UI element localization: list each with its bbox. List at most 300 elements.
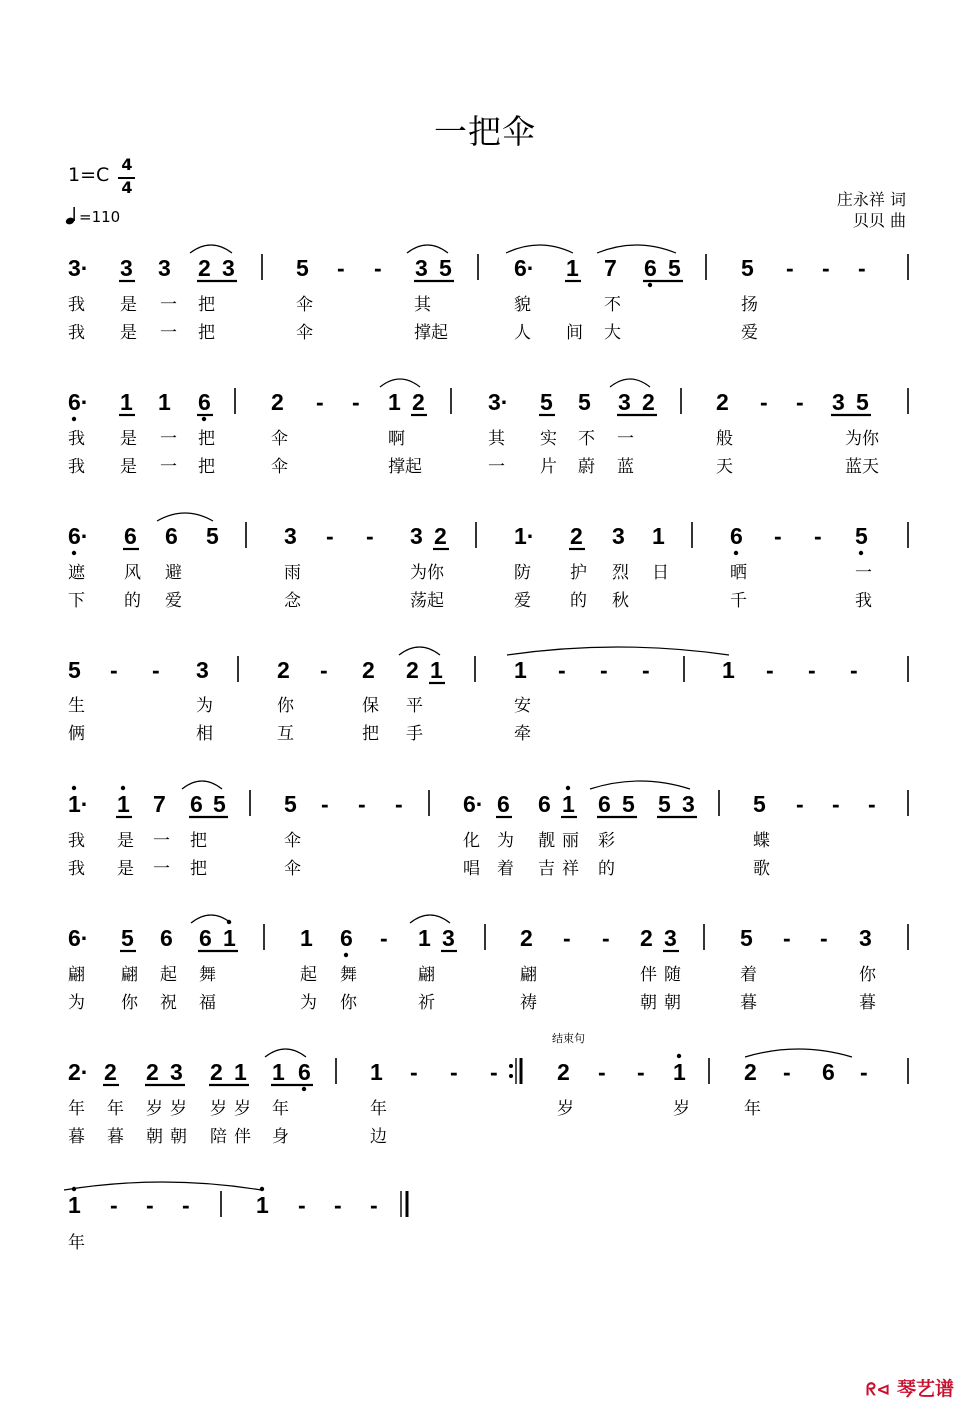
lyric-syllable: 千: [730, 591, 747, 611]
lyric-syllable: 牵: [514, 724, 531, 744]
lyric-syllable: 你: [859, 965, 876, 985]
note: 1: [234, 1059, 247, 1085]
lyric-syllable: 起: [160, 965, 177, 985]
lyric-syllable: 荡起: [410, 591, 444, 611]
note: 3·: [488, 389, 509, 415]
lyric-syllable: 边: [370, 1127, 387, 1147]
lyric-syllable: 不: [604, 295, 621, 315]
lyric-syllable: 祷: [520, 993, 537, 1013]
note: 1: [223, 925, 236, 951]
lyric-syllable: 避: [165, 563, 182, 583]
dash-note: -: [860, 1059, 868, 1085]
note: 3: [682, 791, 695, 817]
slur: [182, 781, 222, 789]
lyric-syllable: 岁: [146, 1099, 163, 1119]
dash-note: -: [602, 925, 610, 951]
note: 6·: [68, 523, 89, 549]
repeat-dot: [509, 1074, 513, 1078]
note: 2: [642, 389, 655, 415]
lyric-syllable: 年: [272, 1099, 289, 1119]
lyric-syllable: 你: [277, 696, 294, 716]
note: 5: [622, 791, 635, 817]
slur: [380, 379, 420, 387]
note: 2: [716, 389, 729, 415]
lyric-syllable: 你: [121, 993, 138, 1013]
lyric-syllable: 生: [68, 696, 85, 716]
dash-note: -: [558, 657, 566, 683]
note: 3: [158, 255, 171, 281]
dash-note: -: [814, 523, 822, 549]
lyric-syllable: 手: [406, 724, 423, 744]
lyric-syllable: 化: [463, 831, 480, 851]
dash-note: -: [766, 657, 774, 683]
note: 6: [199, 925, 212, 951]
lyric-syllable: 一: [160, 429, 177, 449]
note: 5: [741, 255, 754, 281]
page-title: 一把伞: [434, 112, 536, 151]
dash-note: -: [182, 1192, 190, 1218]
note: 2: [744, 1059, 757, 1085]
dash-note: -: [563, 925, 571, 951]
lyric-syllable: 把: [198, 323, 215, 343]
lyric-syllable: 暮: [740, 993, 757, 1013]
dash-note: -: [450, 1059, 458, 1085]
lyric-syllable: 祥: [562, 859, 579, 879]
lyric-syllable: 伴: [640, 965, 657, 985]
dash-note: -: [796, 389, 804, 415]
note: 2: [104, 1059, 117, 1085]
lyric-syllable: 日: [652, 563, 669, 583]
lyric-syllable: 年: [744, 1099, 761, 1119]
low-octave-dot: [859, 551, 863, 555]
lyric-syllable: 把: [198, 429, 215, 449]
site-watermark: [866, 1374, 954, 1401]
lyric-syllable: 我: [855, 591, 872, 611]
lyric-syllable: 为: [497, 831, 514, 851]
note: 5: [540, 389, 553, 415]
low-octave-dot: [344, 953, 348, 957]
tempo-value: =110: [79, 208, 121, 226]
dash-note: -: [334, 1192, 342, 1218]
dash-note: -: [370, 1192, 378, 1218]
high-octave-dot: [566, 786, 570, 790]
note: 6: [198, 389, 211, 415]
lyric-syllable: 暮: [68, 1127, 85, 1147]
lyric-syllable: 人: [514, 323, 531, 343]
lyric-syllable: 朝: [146, 1127, 163, 1147]
note: 5: [439, 255, 452, 281]
lyric-syllable: 伞: [296, 295, 313, 315]
note: 5: [296, 255, 309, 281]
note: 6: [822, 1059, 835, 1085]
lyric-syllable: 其: [488, 429, 505, 449]
note: 3: [284, 523, 297, 549]
slur: [506, 245, 573, 253]
lyric-syllable: 翩: [121, 965, 138, 985]
note: 5: [740, 925, 753, 951]
low-octave-dot: [302, 1087, 306, 1091]
lyric-syllable: 我: [68, 457, 85, 477]
dash-note: -: [783, 1059, 791, 1085]
lyric-syllable: 撑起: [388, 457, 422, 477]
lyric-syllable: 暮: [107, 1127, 124, 1147]
note: 6·: [463, 791, 484, 817]
slur: [597, 245, 676, 253]
note: 5: [856, 389, 869, 415]
dash-note: -: [490, 1059, 498, 1085]
dash-note: -: [320, 657, 328, 683]
dash-note: -: [380, 925, 388, 951]
note: 1: [430, 657, 443, 683]
note: 2: [406, 657, 419, 683]
note: 3: [120, 255, 133, 281]
low-octave-dot: [734, 551, 738, 555]
dash-note: -: [358, 791, 366, 817]
note: 1: [272, 1059, 285, 1085]
lyric-syllable: 蔚: [578, 457, 595, 477]
lyric-syllable: 把: [198, 295, 215, 315]
repeat-dot: [509, 1064, 513, 1068]
dash-note: -: [637, 1059, 645, 1085]
lyric-syllable: 为: [300, 993, 317, 1013]
dash-note: -: [868, 791, 876, 817]
slur: [157, 513, 213, 521]
note: 1: [418, 925, 431, 951]
lyric-syllable: 一: [855, 563, 872, 583]
key-signature: 1=C: [68, 164, 110, 186]
slur: [399, 647, 440, 655]
lyric-syllable: 大: [604, 323, 621, 343]
lyric-syllable: 天: [716, 457, 733, 477]
high-octave-dot: [121, 786, 125, 790]
note: 6: [190, 791, 203, 817]
lyric-syllable: 间: [566, 323, 583, 343]
lyric-syllable: 为: [68, 993, 85, 1013]
note: 6: [165, 523, 178, 549]
lyric-syllable: 祝: [160, 993, 177, 1013]
note: 1: [370, 1059, 383, 1085]
lyric-syllable: 翩: [520, 965, 537, 985]
slur: [265, 1049, 306, 1057]
dash-note: -: [410, 1059, 418, 1085]
dash-note: -: [374, 255, 382, 281]
lyric-syllable: 秋: [612, 591, 629, 611]
lyric-syllable: 伞: [271, 429, 288, 449]
dash-note: -: [774, 523, 782, 549]
dash-note: -: [598, 1059, 606, 1085]
lyric-syllable: 岁: [210, 1099, 227, 1119]
lyric-syllable: 陪: [210, 1127, 227, 1147]
note: 5: [121, 925, 134, 951]
note: 3: [859, 925, 872, 951]
note: 3: [832, 389, 845, 415]
lyric-syllable: 是: [120, 295, 137, 315]
note: 3: [170, 1059, 183, 1085]
lyric-syllable: 我: [68, 323, 85, 343]
note: 1: [722, 657, 735, 683]
lyric-syllable: 把: [190, 831, 207, 851]
lyric-syllable: 唱: [463, 859, 480, 879]
lyric-syllable: 实: [540, 429, 557, 449]
dash-note: -: [366, 523, 374, 549]
lyric-syllable: 翩: [418, 965, 435, 985]
lyric-syllable: 伞: [284, 859, 301, 879]
note: 5: [753, 791, 766, 817]
dash-note: -: [321, 791, 329, 817]
note: 1: [117, 791, 130, 817]
low-octave-dot: [72, 417, 76, 421]
lyric-syllable: 年: [68, 1233, 85, 1253]
note: 3·: [68, 255, 89, 281]
lyric-syllable: 为: [196, 696, 213, 716]
lyric-syllable: 为你: [845, 429, 879, 449]
dash-note: -: [832, 791, 840, 817]
note: 2: [271, 389, 284, 415]
lyric-syllable: 我: [68, 295, 85, 315]
note: 2: [557, 1059, 570, 1085]
slur: [410, 915, 450, 923]
note: 6: [340, 925, 353, 951]
note: 3: [410, 523, 423, 549]
lyric-syllable: 雨: [284, 563, 301, 583]
lyric-syllable: 舞: [199, 965, 216, 985]
lyric-syllable: 蓝天: [845, 457, 879, 477]
note: 6·: [68, 925, 89, 951]
note: 1: [652, 523, 665, 549]
lyric-syllable: 我: [68, 831, 85, 851]
note: 3: [618, 389, 631, 415]
dash-note: -: [820, 925, 828, 951]
lyric-syllable: 把: [362, 724, 379, 744]
slur: [745, 1049, 852, 1057]
lyric-syllable: 蓝: [617, 457, 634, 477]
lyric-syllable: 风: [124, 563, 141, 583]
dash-note: -: [850, 657, 858, 683]
note: 6: [538, 791, 551, 817]
lyric-syllable: 防: [514, 563, 531, 583]
dash-note: -: [796, 791, 804, 817]
low-octave-dot: [202, 417, 206, 421]
slur: [610, 379, 650, 387]
note: 1: [514, 657, 527, 683]
lyric-syllable: 是: [120, 323, 137, 343]
lyric-syllable: 祈: [418, 993, 435, 1013]
note: 7: [604, 255, 617, 281]
lyric-syllable: 彩: [598, 831, 615, 851]
note: 5: [68, 657, 81, 683]
lyric-syllable: 福: [199, 993, 216, 1013]
note: 5: [213, 791, 226, 817]
note: 2·: [68, 1059, 89, 1085]
slur: [191, 915, 231, 923]
lyric-syllable: 吉: [538, 859, 555, 879]
note: 1: [300, 925, 313, 951]
lyric-syllable: 把: [198, 457, 215, 477]
lyric-syllable: 爱: [741, 323, 758, 343]
note: 5: [206, 523, 219, 549]
lyric-syllable: 一: [160, 323, 177, 343]
lyric-syllable: 一: [160, 295, 177, 315]
lyric-syllable: 歌: [753, 859, 770, 879]
note: 2: [570, 523, 583, 549]
lyric-syllable: 你: [340, 993, 357, 1013]
lyric-syllable: 伞: [271, 457, 288, 477]
note: 6·: [514, 255, 535, 281]
lyric-syllable: 一: [153, 831, 170, 851]
low-octave-dot: [72, 551, 76, 555]
lyric-syllable: 靓: [538, 831, 555, 851]
lyric-syllable: 俩: [68, 724, 85, 744]
lyric-syllable: 安: [514, 696, 531, 716]
lyric-syllable: 一: [488, 457, 505, 477]
dash-note: -: [783, 925, 791, 951]
lyric-syllable: 为你: [410, 563, 444, 583]
dash-note: -: [352, 389, 360, 415]
dash-note: -: [786, 255, 794, 281]
lyric-syllable: 伴: [234, 1127, 251, 1147]
dash-note: -: [395, 791, 403, 817]
dash-note: -: [110, 657, 118, 683]
lyric-syllable: 的: [598, 859, 615, 879]
lyric-syllable: 爱: [165, 591, 182, 611]
note: 6: [298, 1059, 311, 1085]
lyric-syllable: 不: [578, 429, 595, 449]
lyric-syllable: 起: [300, 965, 317, 985]
slur: [590, 781, 690, 789]
note: 1: [158, 389, 171, 415]
lyric-syllable: 是: [117, 831, 134, 851]
logo-icon: ᖇ⊲: [866, 1380, 891, 1400]
note: 2: [412, 389, 425, 415]
lyric-syllable: 护: [570, 563, 587, 583]
lyric-syllable: 我: [68, 859, 85, 879]
note: 1: [68, 1192, 81, 1218]
dash-note: -: [152, 657, 160, 683]
note: 2: [362, 657, 375, 683]
lyric-syllable: 扬: [741, 295, 758, 315]
note: 3: [442, 925, 455, 951]
note: 6: [644, 255, 657, 281]
note: 7: [153, 791, 166, 817]
dash-note: -: [316, 389, 324, 415]
lyric-syllable: 岁: [234, 1099, 251, 1119]
lyric-syllable: 岁: [170, 1099, 187, 1119]
lyric-syllable: 是: [120, 457, 137, 477]
composer-credit: 贝贝 曲: [852, 211, 906, 230]
high-octave-dot: [677, 1054, 681, 1058]
note: 3: [222, 255, 235, 281]
watermark-text: 琴艺谱: [896, 1378, 954, 1400]
lyric-syllable: 身: [272, 1127, 289, 1147]
lyric-syllable: 舞: [340, 965, 357, 985]
lyric-syllable: 我: [68, 429, 85, 449]
time-signature-bottom: 4: [121, 178, 133, 197]
note: 1: [566, 255, 579, 281]
dash-note: -: [298, 1192, 306, 1218]
lyric-syllable: 其: [414, 295, 431, 315]
lyric-syllable: 丽: [562, 831, 579, 851]
lyric-syllable: 是: [120, 429, 137, 449]
lyric-syllable: 的: [124, 591, 141, 611]
lyric-syllable: 的: [570, 591, 587, 611]
lyric-syllable: 把: [190, 859, 207, 879]
slur: [407, 245, 448, 253]
note: 2: [640, 925, 653, 951]
lyric-syllable: 保: [362, 696, 379, 716]
lyric-syllable: 着: [740, 965, 757, 985]
lyric-syllable: 片: [540, 457, 557, 477]
note: 6: [124, 523, 137, 549]
note: 3: [612, 523, 625, 549]
slur: [64, 1182, 261, 1190]
note: 6: [730, 523, 743, 549]
slur: [190, 245, 232, 253]
note: 3: [415, 255, 428, 281]
lyric-syllable: 晒: [730, 563, 747, 583]
note: 2: [198, 255, 211, 281]
lyric-syllable: 岁: [557, 1099, 574, 1119]
note: 5: [284, 791, 297, 817]
high-octave-dot: [260, 1187, 264, 1191]
lyric-syllable: 年: [107, 1099, 124, 1119]
lyric-syllable: 随: [664, 965, 681, 985]
note: 2: [210, 1059, 223, 1085]
note: 5: [668, 255, 681, 281]
lyric-syllable: 伞: [296, 323, 313, 343]
lyric-syllable: 平: [406, 696, 423, 716]
lyric-syllable: 年: [68, 1099, 85, 1119]
note: 2: [520, 925, 533, 951]
dash-note: -: [858, 255, 866, 281]
dash-note: -: [642, 657, 650, 683]
note: 1: [388, 389, 401, 415]
note: 6·: [68, 389, 89, 415]
note: 1: [673, 1059, 686, 1085]
note: 1: [120, 389, 133, 415]
note: 1·: [68, 791, 89, 817]
lyric-syllable: 般: [716, 429, 733, 449]
slur: [507, 647, 729, 655]
lyric-syllable: 朝: [170, 1127, 187, 1147]
note: 2: [434, 523, 447, 549]
dash-note: -: [326, 523, 334, 549]
lyric-syllable: 下: [68, 591, 85, 611]
lyric-syllable: 啊: [388, 429, 405, 449]
dash-note: -: [808, 657, 816, 683]
dash-note: -: [600, 657, 608, 683]
lyric-syllable: 相: [196, 724, 213, 744]
lyric-syllable: 遮: [68, 563, 85, 583]
lyric-syllable: 朝: [640, 993, 657, 1013]
lyric-syllable: 暮: [859, 993, 876, 1013]
low-octave-dot: [648, 283, 652, 287]
note: 1·: [514, 523, 535, 549]
note: 5: [658, 791, 671, 817]
lyric-syllable: 烈: [612, 563, 629, 583]
note: 1: [562, 791, 575, 817]
lyric-syllable: 貌: [514, 295, 531, 315]
dash-note: -: [110, 1192, 118, 1218]
note: 3: [664, 925, 677, 951]
dash-note: -: [760, 389, 768, 415]
lyric-syllable: 朝: [664, 993, 681, 1013]
lyric-syllable: 蝶: [753, 831, 770, 851]
lyric-syllable: 念: [284, 591, 301, 611]
lyric-syllable: 伞: [284, 831, 301, 851]
high-octave-dot: [72, 786, 76, 790]
note: 6: [497, 791, 510, 817]
lyric-syllable: 一: [617, 429, 634, 449]
